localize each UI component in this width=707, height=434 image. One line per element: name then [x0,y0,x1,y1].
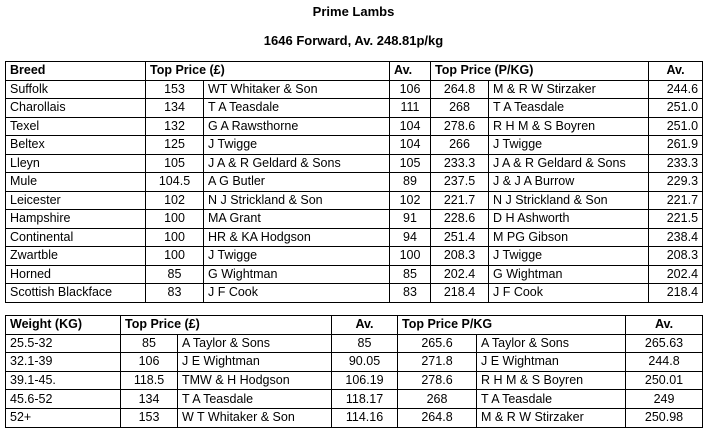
weight-cell: 39.1-45. [6,371,121,390]
top-price-cell: 106 [121,353,178,372]
average-per-kg-cell: 221.7 [649,191,703,210]
seller-per-kg-cell: R H M & S Boyren [477,371,626,390]
top-price-per-kg-cell: 264.8 [398,408,477,427]
weight-table-header [6,316,703,335]
seller-per-kg-cell: D H Ashworth [489,210,649,229]
header-average-per-kg: Av. [626,316,703,335]
top-price-cell: 153 [121,408,178,427]
average-cell: 114.16 [332,408,398,427]
table-row [6,334,703,353]
breed-cell: Zwartble [6,247,146,266]
seller-per-kg-cell: J F Cook [489,284,649,303]
top-price-per-kg-cell: 266 [431,136,489,155]
seller-per-kg-cell: M & R W Stirzaker [489,80,649,99]
top-price-per-kg-cell: 251.4 [431,228,489,247]
average-per-kg-cell: 244.6 [649,80,703,99]
top-price-cell: 134 [146,99,204,118]
breed-cell: Suffolk [6,80,146,99]
top-price-cell: 153 [146,80,204,99]
breed-table-header [6,62,703,81]
average-cell: 106 [390,80,431,99]
seller-cell: J Twigge [204,136,390,155]
seller-cell: J Twigge [204,247,390,266]
top-price-per-kg-cell: 233.3 [431,154,489,173]
table-row [6,117,703,136]
weight-cell: 52+ [6,408,121,427]
top-price-cell: 85 [146,265,204,284]
seller-per-kg-cell: J A & R Geldard & Sons [489,154,649,173]
seller-cell: HR & KA Hodgson [204,228,390,247]
breed-cell: Horned [6,265,146,284]
seller-cell: MA Grant [204,210,390,229]
average-per-kg-cell: 208.3 [649,247,703,266]
average-per-kg-cell: 251.0 [649,117,703,136]
top-price-per-kg-cell: 218.4 [431,284,489,303]
seller-cell: T A Teasdale [178,390,332,409]
header-breed: Breed [6,62,146,81]
table-row [6,154,703,173]
top-price-cell: 102 [146,191,204,210]
average-cell: 118.17 [332,390,398,409]
average-per-kg-cell: 261.9 [649,136,703,155]
seller-cell: G Wightman [204,265,390,284]
average-cell: 105 [390,154,431,173]
seller-per-kg-cell: R H M & S Boyren [489,117,649,136]
seller-cell: A G Butler [204,173,390,192]
breed-cell: Scottish Blackface [6,284,146,303]
top-price-per-kg-cell: 208.3 [431,247,489,266]
header-top-price: Top Price (£) [146,62,390,81]
page-title: Prime Lambs [312,4,395,19]
seller-cell: J A & R Geldard & Sons [204,154,390,173]
seller-cell: N J Strickland & Son [204,191,390,210]
top-price-per-kg-cell: 228.6 [431,210,489,229]
average-per-kg-cell: 265.63 [626,334,703,353]
table-row [6,408,703,427]
top-price-cell: 125 [146,136,204,155]
table-row [6,284,703,303]
seller-cell: J E Wightman [178,353,332,372]
breed-cell: Continental [6,228,146,247]
top-price-per-kg-cell: 264.8 [431,80,489,99]
average-per-kg-cell: 218.4 [649,284,703,303]
top-price-cell: 85 [121,334,178,353]
breed-cell: Beltex [6,136,146,155]
top-price-cell: 100 [146,247,204,266]
table-row [6,210,703,229]
average-per-kg-cell: 233.3 [649,154,703,173]
page-subtitle: 1646 Forward, Av. 248.81p/kg [263,33,444,48]
seller-per-kg-cell: J Twigge [489,136,649,155]
average-cell: 111 [390,99,431,118]
table-row [6,80,703,99]
average-cell: 94 [390,228,431,247]
breed-cell: Mule [6,173,146,192]
top-price-cell: 83 [146,284,204,303]
average-per-kg-cell: 202.4 [649,265,703,284]
header-top-price-per-kg: Top Price (P/KG) [431,62,649,81]
top-price-per-kg-cell: 221.7 [431,191,489,210]
average-per-kg-cell: 249 [626,390,703,409]
top-price-cell: 118.5 [121,371,178,390]
average-cell: 85 [390,265,431,284]
seller-cell: T A Teasdale [204,99,390,118]
header-top-price-per-kg: Top Price P/KG [398,316,626,335]
header-average: Av. [390,62,431,81]
top-price-per-kg-cell: 237.5 [431,173,489,192]
top-price-cell: 100 [146,210,204,229]
average-cell: 89 [390,173,431,192]
breed-cell: Leicester [6,191,146,210]
average-cell: 83 [390,284,431,303]
breed-cell: Hampshire [6,210,146,229]
breed-cell: Charollais [6,99,146,118]
table-row [6,173,703,192]
top-price-per-kg-cell: 202.4 [431,265,489,284]
table-row [6,228,703,247]
top-price-cell: 132 [146,117,204,136]
average-per-kg-cell: 250.01 [626,371,703,390]
header-top-price: Top Price (£) [121,316,332,335]
top-price-per-kg-cell: 271.8 [398,353,477,372]
seller-per-kg-cell: T A Teasdale [489,99,649,118]
breed-cell: Texel [6,117,146,136]
average-per-kg-cell: 229.3 [649,173,703,192]
average-per-kg-cell: 251.0 [649,99,703,118]
seller-per-kg-cell: T A Teasdale [477,390,626,409]
seller-cell: TMW & H Hodgson [178,371,332,390]
weight-table [5,315,703,428]
seller-per-kg-cell: A Taylor & Sons [477,334,626,353]
seller-cell: G A Rawsthorne [204,117,390,136]
average-per-kg-cell: 250.98 [626,408,703,427]
average-per-kg-cell: 244.8 [626,353,703,372]
header-weight: Weight (KG) [6,316,121,335]
average-cell: 106.19 [332,371,398,390]
header-average: Av. [332,316,398,335]
weight-cell: 32.1-39 [6,353,121,372]
seller-per-kg-cell: M PG Gibson [489,228,649,247]
seller-per-kg-cell: N J Strickland & Son [489,191,649,210]
top-price-per-kg-cell: 268 [431,99,489,118]
table-row [6,265,703,284]
seller-per-kg-cell: J Twigge [489,247,649,266]
seller-cell: A Taylor & Sons [178,334,332,353]
seller-per-kg-cell: G Wightman [489,265,649,284]
weight-cell: 25.5-32 [6,334,121,353]
top-price-per-kg-cell: 268 [398,390,477,409]
top-price-per-kg-cell: 278.6 [431,117,489,136]
table-row [6,371,703,390]
seller-per-kg-cell: J & J A Burrow [489,173,649,192]
top-price-cell: 105 [146,154,204,173]
average-cell: 104 [390,117,431,136]
seller-per-kg-cell: M & R W Stirzaker [477,408,626,427]
top-price-cell: 134 [121,390,178,409]
average-cell: 100 [390,247,431,266]
average-cell: 104 [390,136,431,155]
seller-cell: J F Cook [204,284,390,303]
average-cell: 91 [390,210,431,229]
seller-cell: W T Whitaker & Son [178,408,332,427]
table-row [6,191,703,210]
average-cell: 85 [332,334,398,353]
top-price-cell: 100 [146,228,204,247]
top-price-per-kg-cell: 278.6 [398,371,477,390]
table-row [6,353,703,372]
average-per-kg-cell: 221.5 [649,210,703,229]
breed-cell: Lleyn [6,154,146,173]
breed-table [5,61,703,303]
average-cell: 102 [390,191,431,210]
header-average-per-kg: Av. [649,62,703,81]
table-row [6,247,703,266]
top-price-cell: 104.5 [146,173,204,192]
table-row [6,136,703,155]
table-row [6,390,703,409]
average-per-kg-cell: 238.4 [649,228,703,247]
top-price-per-kg-cell: 265.6 [398,334,477,353]
weight-cell: 45.6-52 [6,390,121,409]
seller-per-kg-cell: J E Wightman [477,353,626,372]
average-cell: 90.05 [332,353,398,372]
seller-cell: WT Whitaker & Son [204,80,390,99]
table-row [6,99,703,118]
